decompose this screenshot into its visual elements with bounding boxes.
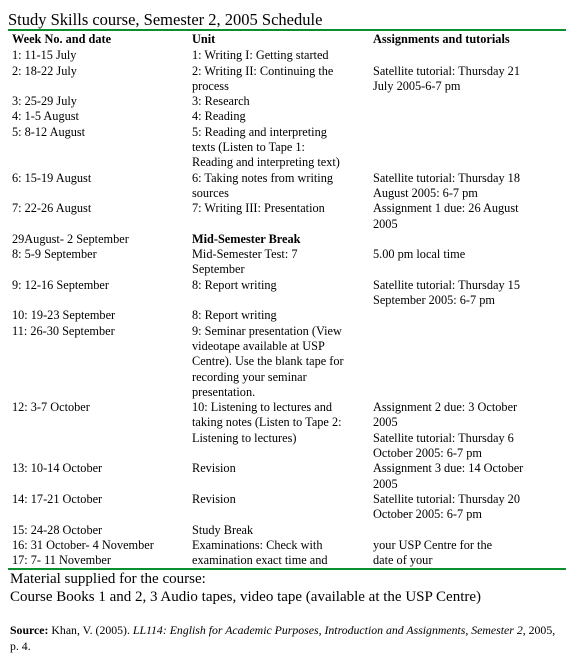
unit-cell bbox=[188, 553, 369, 568]
assignment-line: Assignment 3 due: 14 October bbox=[373, 461, 524, 476]
assignment-line: Satellite tutorial: Thursday 15 bbox=[373, 277, 520, 292]
unit-line: 1: Writing I: Getting started bbox=[192, 48, 329, 63]
table-row bbox=[8, 109, 566, 124]
table-row bbox=[8, 247, 566, 278]
unit-cell bbox=[188, 109, 369, 124]
week-cell: 16: 31 October- 4 November bbox=[12, 537, 154, 552]
table-row bbox=[8, 278, 566, 309]
materials-list: Course Books 1 and 2, 3 Audio tapes, video tape (available at the USP Centre) bbox=[10, 589, 482, 606]
table-row bbox=[8, 232, 566, 247]
assignment-cell bbox=[369, 400, 566, 461]
week-cell: 9: 12-16 September bbox=[12, 277, 109, 292]
week-cell: 6: 15-19 August bbox=[12, 170, 92, 185]
assignment-cell bbox=[369, 64, 566, 95]
week-cell: 12: 3-7 October bbox=[12, 400, 90, 415]
table-row bbox=[8, 492, 566, 523]
header-assignments: Assignments and tutorials bbox=[373, 32, 510, 46]
materials-heading: Material supplied for the course: bbox=[10, 571, 206, 588]
assignment-cell bbox=[369, 171, 566, 202]
unit-line: 4: Reading bbox=[192, 109, 246, 124]
unit-cell bbox=[188, 538, 369, 553]
unit-line: Revision bbox=[192, 491, 236, 506]
week-cell: 17: 7- 11 November bbox=[12, 553, 111, 568]
unit-line: 3: Research bbox=[192, 94, 250, 109]
unit-line: videotape available at USP bbox=[192, 338, 325, 353]
schedule-table bbox=[8, 31, 566, 568]
assignment-cell bbox=[369, 538, 566, 553]
assignment-line: October 2005: 6-7 pm bbox=[373, 507, 482, 522]
unit-line: 7: Writing III: Presentation bbox=[192, 201, 325, 216]
unit-line: examination exact time and bbox=[192, 553, 328, 568]
assignment-line: 5.00 pm local time bbox=[373, 247, 466, 262]
unit-line: Centre). Use the blank tape for bbox=[192, 354, 344, 369]
unit-line: Mid-Semester Test: 7 bbox=[192, 247, 298, 262]
unit-cell bbox=[188, 400, 369, 461]
unit-cell bbox=[188, 492, 369, 523]
week-cell: 1: 11-15 July bbox=[12, 48, 77, 63]
unit-line: 2: Writing II: Continuing the bbox=[192, 63, 334, 78]
unit-cell bbox=[188, 201, 369, 232]
week-cell: 29August- 2 September bbox=[12, 231, 129, 246]
table-row bbox=[8, 48, 566, 63]
week-cell: 10: 19-23 September bbox=[12, 308, 116, 323]
unit-line: September bbox=[192, 262, 245, 277]
table-row bbox=[8, 64, 566, 95]
table-row bbox=[8, 461, 566, 492]
unit-line: 8: Report writing bbox=[192, 277, 277, 292]
table-row bbox=[8, 125, 566, 171]
assignment-cell bbox=[369, 109, 566, 124]
assignment-cell bbox=[369, 247, 566, 278]
assignment-line: your USP Centre for the bbox=[373, 537, 493, 552]
unit-line: sources bbox=[192, 185, 229, 200]
table-row bbox=[8, 523, 566, 538]
assignment-line: September 2005: 6-7 pm bbox=[373, 293, 495, 308]
week-cell: 7: 22-26 August bbox=[12, 201, 92, 216]
unit-cell bbox=[188, 523, 369, 538]
unit-line: 10: Listening to lectures and bbox=[192, 400, 333, 415]
assignment-cell bbox=[369, 324, 566, 400]
week-cell: 5: 8-12 August bbox=[12, 124, 86, 139]
unit-cell bbox=[188, 64, 369, 95]
assignment-cell bbox=[369, 308, 566, 323]
assignment-cell bbox=[369, 48, 566, 63]
header-week: Week No. and date bbox=[12, 32, 112, 46]
unit-line: texts (Listen to Tape 1: bbox=[192, 140, 305, 155]
week-cell: 14: 17-21 October bbox=[12, 491, 103, 506]
source-citation bbox=[10, 622, 566, 654]
table-row bbox=[8, 400, 566, 461]
assignment-cell bbox=[369, 232, 566, 247]
assignment-line: Satellite tutorial: Thursday 6 bbox=[373, 430, 514, 445]
week-cell: 15: 24-28 October bbox=[12, 522, 103, 537]
source-rest: , 2005, p. 4. bbox=[10, 623, 556, 654]
week-cell: 13: 10-14 October bbox=[12, 461, 103, 476]
week-cell: 11: 26-30 September bbox=[12, 323, 115, 338]
unit-cell bbox=[188, 232, 369, 247]
schedule-header bbox=[8, 31, 566, 48]
week-cell: 3: 25-29 July bbox=[12, 94, 77, 109]
unit-line: process bbox=[192, 78, 229, 93]
assignment-line: Satellite tutorial: Thursday 21 bbox=[373, 63, 520, 78]
assignment-line: 2005 bbox=[373, 476, 398, 491]
table-row bbox=[8, 201, 566, 232]
table-row bbox=[8, 171, 566, 202]
assignment-line: Satellite tutorial: Thursday 20 bbox=[373, 491, 520, 506]
table-row bbox=[8, 553, 566, 568]
assignment-line: Assignment 1 due: 26 August bbox=[373, 201, 519, 216]
unit-line: 9: Seminar presentation (View bbox=[192, 323, 342, 338]
unit-line: Examinations: Check with bbox=[192, 537, 323, 552]
source-label: Source: bbox=[10, 623, 49, 638]
header-unit: Unit bbox=[192, 32, 216, 46]
schedule-title: Study Skills course, Semester 2, 2005 Schedule bbox=[8, 10, 323, 29]
assignment-line: 2005 bbox=[373, 216, 398, 231]
assignment-cell bbox=[369, 125, 566, 171]
unit-line: 6: Taking notes from writing bbox=[192, 170, 333, 185]
assignment-cell bbox=[369, 94, 566, 109]
unit-line: taking notes (Listen to Tape 2: bbox=[192, 415, 342, 430]
unit-line: Study Break bbox=[192, 522, 254, 537]
unit-line: Listening to lectures) bbox=[192, 430, 297, 445]
week-cell: 8: 5-9 September bbox=[12, 247, 97, 262]
week-cell: 4: 1-5 August bbox=[12, 109, 79, 124]
table-row bbox=[8, 94, 566, 109]
assignment-line: July 2005-6-7 pm bbox=[373, 78, 461, 93]
unit-cell bbox=[188, 278, 369, 309]
unit-cell bbox=[188, 48, 369, 63]
source-author: Khan, V. (2005). bbox=[48, 623, 133, 638]
table-row bbox=[8, 538, 566, 553]
assignment-line: October 2005: 6-7 pm bbox=[373, 446, 482, 461]
assignment-line: August 2005: 6-7 pm bbox=[373, 185, 478, 200]
unit-cell bbox=[188, 125, 369, 171]
schedule-document bbox=[8, 10, 566, 654]
assignment-cell bbox=[369, 553, 566, 568]
unit-line: Reading and interpreting text) bbox=[192, 155, 340, 170]
assignment-line: Assignment 2 due: 3 October bbox=[373, 400, 518, 415]
table-row bbox=[8, 324, 566, 400]
unit-cell bbox=[188, 308, 369, 323]
week-cell: 2: 18-22 July bbox=[12, 63, 77, 78]
table-row bbox=[8, 308, 566, 323]
unit-cell bbox=[188, 171, 369, 202]
assignment-line: 2005 bbox=[373, 415, 398, 430]
source-title: LL114: English for Academic Purposes, Introduction and Assignments, Semester 2 bbox=[132, 623, 523, 638]
assignment-line: date of your bbox=[373, 553, 433, 568]
assignment-cell bbox=[369, 523, 566, 538]
unit-line: presentation. bbox=[192, 384, 256, 399]
unit-line: Revision bbox=[192, 461, 236, 476]
assignment-cell bbox=[369, 492, 566, 523]
assignment-cell bbox=[369, 461, 566, 492]
assignment-cell bbox=[369, 278, 566, 309]
assignment-cell bbox=[369, 201, 566, 232]
unit-line: recording your seminar bbox=[192, 369, 307, 384]
unit-line: Mid-Semester Break bbox=[192, 231, 301, 246]
assignment-line: Satellite tutorial: Thursday 18 bbox=[373, 170, 520, 185]
schedule-body bbox=[8, 48, 566, 568]
unit-cell bbox=[188, 247, 369, 278]
unit-cell bbox=[188, 324, 369, 400]
unit-line: 5: Reading and interpreting bbox=[192, 124, 327, 139]
unit-cell bbox=[188, 461, 369, 492]
unit-cell bbox=[188, 94, 369, 109]
unit-line: 8: Report writing bbox=[192, 308, 277, 323]
